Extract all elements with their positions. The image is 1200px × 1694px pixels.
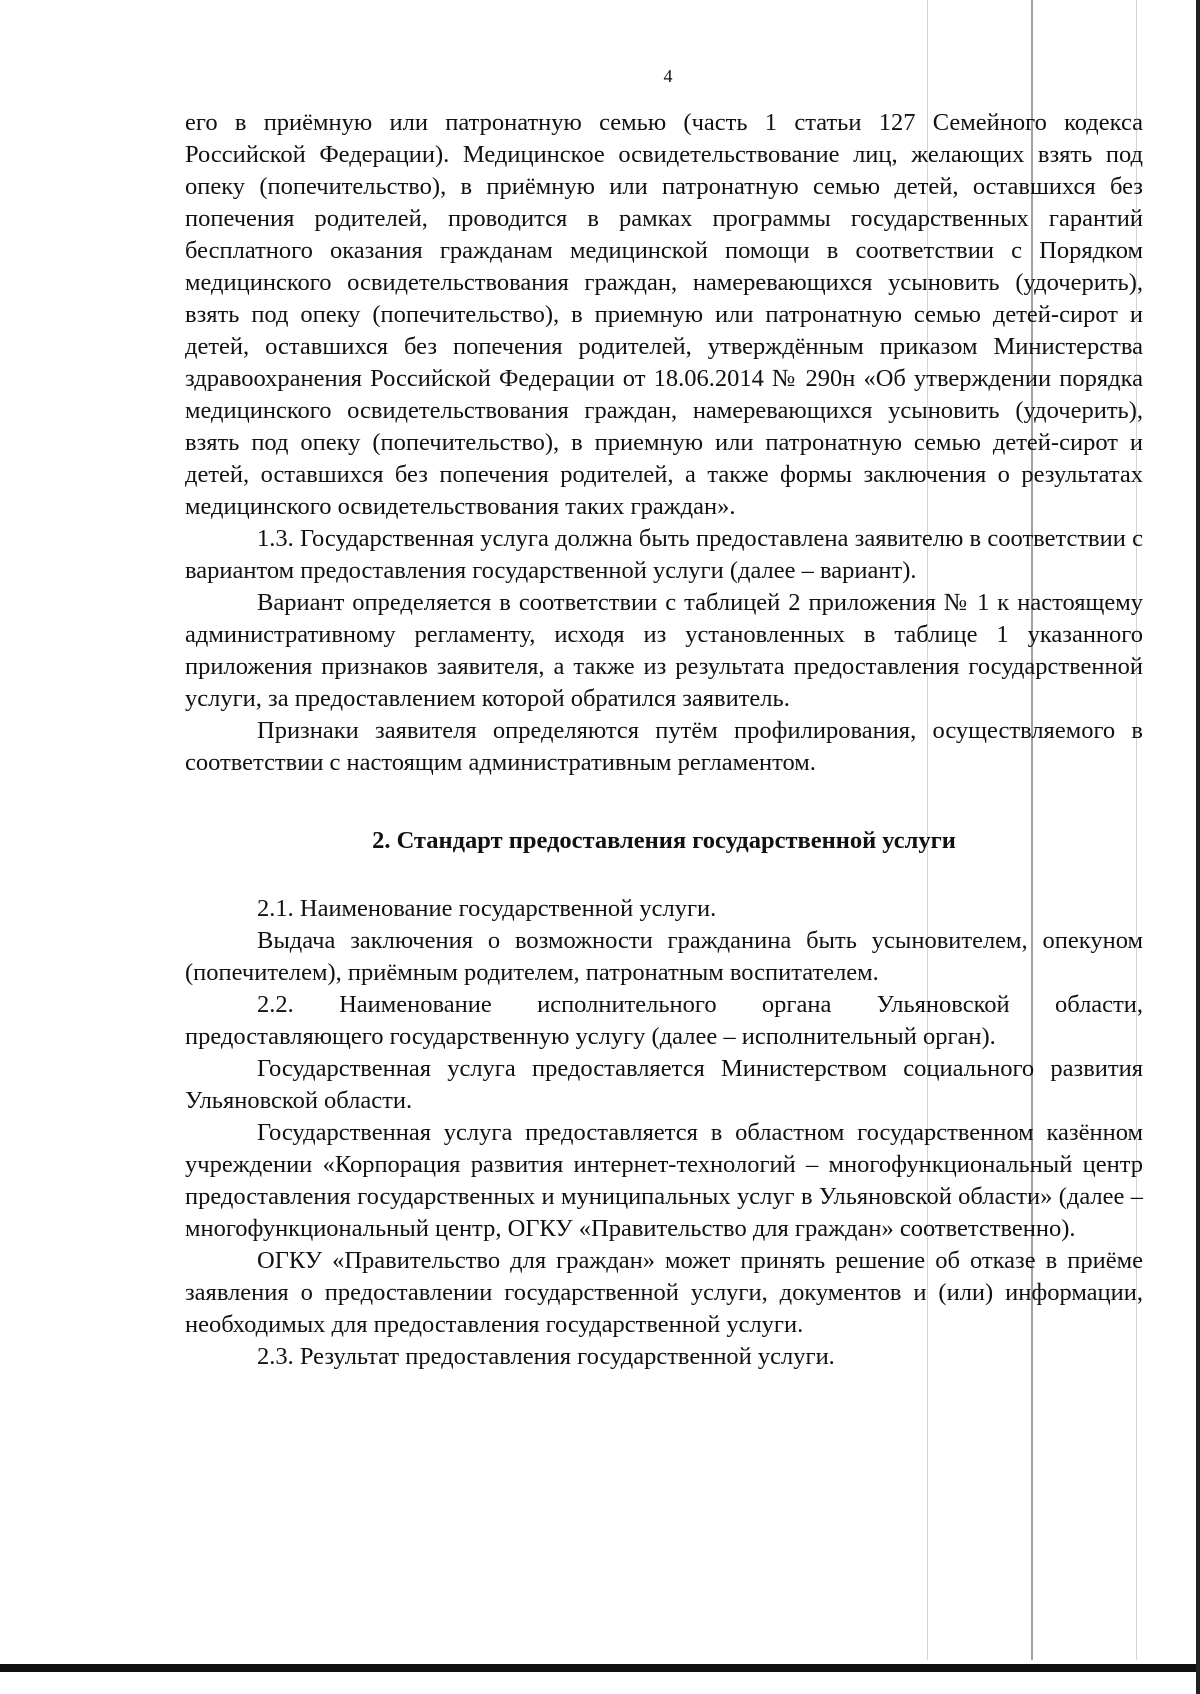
document-body — [185, 107, 1143, 1373]
paragraph: 2.1. Наименование государственной услуги. — [257, 895, 717, 922]
section-heading: 2. Стандарт предоставления государственной услуги — [372, 827, 956, 854]
paragraph: его в приёмную или патронатную семью (часть 1 статьи 127 Семейного кодекса Российской Федерации). Медицинское освидетельствование лиц, желающих взять под опеку (попечительство), в приёмную или патронатную семью детей, оставшихся без попечения родителей, проводится в рамках программы государственных гарантий бесплатного оказания гражданам медицинской помощи в соответствии с Порядком медицинского освидетельствования граждан, намеревающихся усыновить (удочерить), взять под опеку (попечительство), в приемную или патронатную семью детей-сирот и детей, оставшихся без попечения родителей, утверждённым приказом Министерства здравоохранения Российской Федерации от 18.06.2014 № 290н «Об утверждении порядка медицинского освидетельствования граждан, намеревающихся усыновить (удочерить), взять под опеку (попечительство), в приемную или патронатную семью детей-сирот и детей, оставшихся без попечения родителей, а также формы заключения о результатах медицинского освидетельствования таких граждан». — [185, 109, 1143, 520]
paragraph: Государственная услуга предоставляется Министерством социального развития Ульяновской области. — [185, 1055, 1143, 1114]
paragraph: ОГКУ «Правительство для граждан» может принять решение об отказе в приёме заявления о предоставлении государственной услуги, документов и (или) информации, необходимых для предоставления государственной услуги. — [185, 1247, 1143, 1338]
scan-bottom-border — [0, 1664, 1200, 1672]
scan-right-border — [1196, 0, 1200, 1694]
page-number: 4 — [663, 66, 673, 86]
paragraph: Признаки заявителя определяются путём профилирования, осуществляемого в соответствии с настоящим административным регламентом. — [185, 717, 1143, 776]
paragraph: Государственная услуга предоставляется в областном государственном казённом учреждении «Корпорация развития интернет-технологий – многофункциональный центр предоставления государственных и муниципальных услуг в Ульяновской области» (далее – многофункциональный центр, ОГКУ «Правительство для граждан» соответственно). — [185, 1119, 1143, 1242]
paragraph: 1.3. Государственная услуга должна быть предоставлена заявителю в соответствии с вариантом предоставления государственной услуги (далее – вариант). — [185, 525, 1143, 584]
paragraph: Выдача заключения о возможности гражданина быть усыновителем, опекуном (попечителем), приёмным родителем, патронатным воспитателем. — [185, 927, 1143, 986]
paragraph: Вариант определяется в соответствии с таблицей 2 приложения № 1 к настоящему административному регламенту, исходя из установленных в таблице 1 указанного приложения признаков заявителя, а также из результата предоставления государственной услуги, за предоставлением которой обратился заявитель. — [185, 589, 1143, 712]
paragraph: 2.3. Результат предоставления государственной услуги. — [257, 1343, 835, 1370]
paragraph: 2.2. Наименование исполнительного органа Ульяновской области, предоставляющего государственную услугу (далее – исполнительный орган). — [185, 991, 1143, 1050]
